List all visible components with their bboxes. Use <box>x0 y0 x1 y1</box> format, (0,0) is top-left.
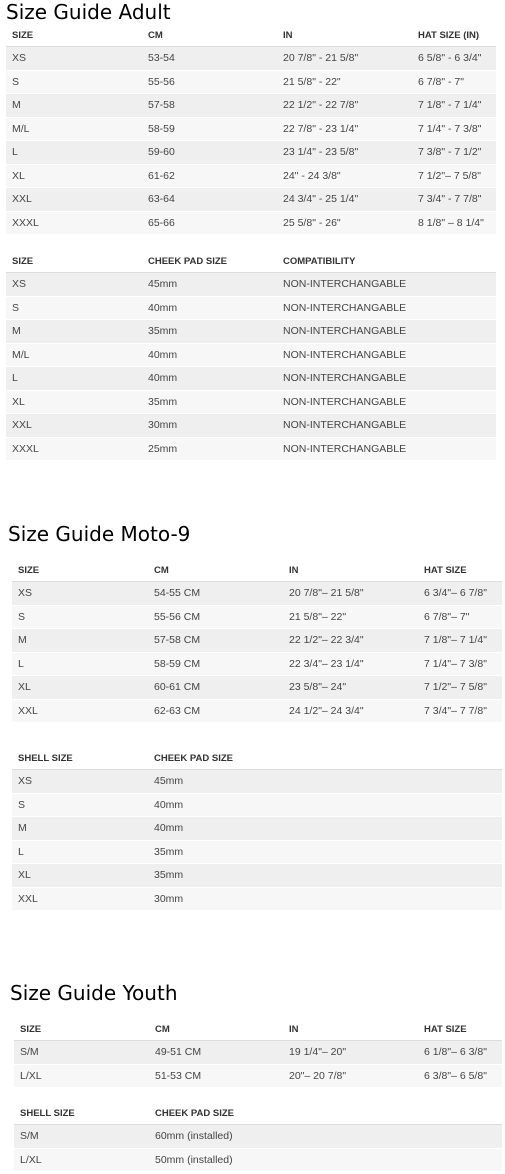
table-cell: 50mm (installed) <box>149 1148 502 1172</box>
table-cell: L <box>12 652 148 676</box>
youth-title: Size Guide Youth <box>10 981 178 1005</box>
table-cell: S <box>6 70 142 94</box>
table-cell: 6 5/8" - 6 3/4" <box>412 47 496 71</box>
table-cell: M/L <box>6 343 142 367</box>
table-cell: 61-62 <box>142 164 277 188</box>
table-cell: M <box>6 320 142 344</box>
moto9-title: Size Guide Moto-9 <box>8 522 191 546</box>
table-cell: 22 1/2" - 22 7/8" <box>277 94 412 118</box>
table-cell: 24 3/4" - 25 1/4" <box>277 188 412 212</box>
column-header: CHEEK PAD SIZE <box>149 1102 502 1125</box>
table-row <box>6 141 496 165</box>
table-cell: S <box>12 793 148 817</box>
table-row <box>6 414 496 438</box>
table-cell: L <box>6 141 142 165</box>
table-cell: NON-INTERCHANGABLE <box>277 367 496 391</box>
moto9-size-header-row <box>12 559 502 582</box>
column-header: CHEEK PAD SIZE <box>148 747 502 770</box>
column-header: HAT SIZE <box>418 1018 502 1041</box>
table-row <box>6 390 496 414</box>
table-cell: XXL <box>6 188 142 212</box>
column-header: IN <box>283 1018 418 1041</box>
table-cell: 57-58 <box>142 94 277 118</box>
table-cell: 53-54 <box>142 47 277 71</box>
table-cell: NON-INTERCHANGABLE <box>277 273 496 297</box>
table-cell: XS <box>12 582 148 606</box>
table-cell: NON-INTERCHANGABLE <box>277 296 496 320</box>
table-row <box>14 1125 502 1149</box>
moto9-size-table <box>12 559 502 723</box>
table-cell: 7 1/2"– 7 5/8" <box>418 676 502 700</box>
table-cell: 20 7/8"– 21 5/8" <box>283 582 418 606</box>
adult-size-header-row <box>6 24 496 47</box>
table-row <box>6 117 496 141</box>
youth-size-rows <box>14 1041 502 1088</box>
column-header: CM <box>142 24 277 47</box>
column-header: IN <box>277 24 412 47</box>
table-cell: 40mm <box>142 367 277 391</box>
adult-pad-rows <box>6 273 496 461</box>
column-header: SIZE <box>6 250 142 273</box>
table-row <box>6 94 496 118</box>
table-cell: 30mm <box>142 414 277 438</box>
table-cell: M <box>12 817 148 841</box>
table-cell: 51-53 CM <box>149 1064 283 1088</box>
column-header: SIZE <box>12 559 148 582</box>
table-cell: 35mm <box>148 840 502 864</box>
table-cell: 63-64 <box>142 188 277 212</box>
table-cell: 45mm <box>148 770 502 794</box>
table-cell: 19 1/4"– 20" <box>283 1041 418 1065</box>
table-cell: XL <box>6 164 142 188</box>
moto9-pad-rows <box>12 770 502 911</box>
table-cell: 24" - 24 3/8" <box>277 164 412 188</box>
table-row <box>14 1041 502 1065</box>
table-cell: 7 1/8" - 7 1/4" <box>412 94 496 118</box>
table-cell: L <box>6 367 142 391</box>
table-row <box>12 864 502 888</box>
table-cell: 6 7/8"– 7" <box>418 605 502 629</box>
youth-pad-rows <box>14 1125 502 1172</box>
table-cell: 23 1/4" - 23 5/8" <box>277 141 412 165</box>
table-cell: XL <box>12 676 148 700</box>
table-cell: XL <box>6 390 142 414</box>
table-cell: 7 3/4" - 7 7/8" <box>412 188 496 212</box>
table-cell: 20"– 20 7/8" <box>283 1064 418 1088</box>
table-row <box>12 770 502 794</box>
table-cell: 25 5/8" - 26" <box>277 211 412 235</box>
table-row <box>6 164 496 188</box>
table-cell: XXXL <box>6 437 142 461</box>
adult-pad-header-row <box>6 250 496 273</box>
table-row <box>12 605 502 629</box>
table-cell: 25mm <box>142 437 277 461</box>
table-cell: NON-INTERCHANGABLE <box>277 390 496 414</box>
table-cell: 49-51 CM <box>149 1041 283 1065</box>
table-cell: XXL <box>12 699 148 723</box>
table-cell: 40mm <box>142 343 277 367</box>
table-row <box>6 437 496 461</box>
adult-cheek-pad-table <box>6 250 496 461</box>
table-cell: S/M <box>14 1125 149 1149</box>
table-row <box>12 840 502 864</box>
column-header: SIZE <box>6 24 142 47</box>
column-header: SIZE <box>14 1018 149 1041</box>
table-cell: 62-63 CM <box>148 699 283 723</box>
table-cell: 35mm <box>142 320 277 344</box>
youth-size-header-row <box>14 1018 502 1041</box>
table-row <box>12 676 502 700</box>
table-cell: NON-INTERCHANGABLE <box>277 437 496 461</box>
column-header: CM <box>148 559 283 582</box>
table-cell: 30mm <box>148 887 502 911</box>
table-row <box>12 652 502 676</box>
moto9-size-rows <box>12 582 502 723</box>
table-cell: 59-60 <box>142 141 277 165</box>
table-cell: 54-55 CM <box>148 582 283 606</box>
table-cell: 22 3/4"– 23 1/4" <box>283 652 418 676</box>
table-cell: XS <box>6 47 142 71</box>
table-cell: 40mm <box>148 793 502 817</box>
table-cell: 55-56 CM <box>148 605 283 629</box>
table-cell: 60-61 CM <box>148 676 283 700</box>
table-row <box>12 582 502 606</box>
column-header: HAT SIZE <box>418 559 502 582</box>
table-cell: 8 1/8" – 8 1/4" <box>412 211 496 235</box>
adult-size-table <box>6 24 496 235</box>
table-row <box>12 699 502 723</box>
table-cell: 7 1/4"– 7 3/8" <box>418 652 502 676</box>
table-cell: S/M <box>14 1041 149 1065</box>
column-header: CHEEK PAD SIZE <box>142 250 277 273</box>
table-cell: 60mm (installed) <box>149 1125 502 1149</box>
table-cell: 7 1/2"– 7 5/8" <box>412 164 496 188</box>
table-cell: XL <box>12 864 148 888</box>
table-cell: 65-66 <box>142 211 277 235</box>
table-row <box>12 793 502 817</box>
table-cell: S <box>6 296 142 320</box>
table-cell: 7 1/8"– 7 1/4" <box>418 629 502 653</box>
table-cell: 20 7/8" - 21 5/8" <box>277 47 412 71</box>
table-row <box>6 320 496 344</box>
table-cell: L/XL <box>14 1148 149 1172</box>
table-cell: M/L <box>6 117 142 141</box>
table-row <box>12 629 502 653</box>
table-cell: NON-INTERCHANGABLE <box>277 320 496 344</box>
table-cell: 6 3/4"– 6 7/8" <box>418 582 502 606</box>
table-row <box>6 188 496 212</box>
table-cell: M <box>6 94 142 118</box>
column-header: SHELL SIZE <box>12 747 148 770</box>
table-cell: XXL <box>6 414 142 438</box>
table-cell: 7 3/4"– 7 7/8" <box>418 699 502 723</box>
table-cell: 21 5/8"– 22" <box>283 605 418 629</box>
table-cell: 7 3/8" - 7 1/2" <box>412 141 496 165</box>
column-header: CM <box>149 1018 283 1041</box>
table-cell: 21 5/8" - 22" <box>277 70 412 94</box>
table-cell: 6 1/8"– 6 3/8" <box>418 1041 502 1065</box>
table-cell: NON-INTERCHANGABLE <box>277 414 496 438</box>
table-cell: XXXL <box>6 211 142 235</box>
column-header: SHELL SIZE <box>14 1102 149 1125</box>
table-cell: 35mm <box>142 390 277 414</box>
table-row <box>12 817 502 841</box>
table-cell: XXL <box>12 887 148 911</box>
table-row <box>6 367 496 391</box>
table-cell: 40mm <box>148 817 502 841</box>
table-cell: 22 7/8" - 23 1/4" <box>277 117 412 141</box>
table-cell: M <box>12 629 148 653</box>
table-cell: L <box>12 840 148 864</box>
youth-size-table <box>14 1018 502 1088</box>
table-row <box>6 211 496 235</box>
table-row <box>12 887 502 911</box>
table-cell: 58-59 <box>142 117 277 141</box>
table-cell: 24 1/2"– 24 3/4" <box>283 699 418 723</box>
column-header: IN <box>283 559 418 582</box>
table-row <box>6 47 496 71</box>
table-row <box>6 343 496 367</box>
table-cell: 22 1/2"– 22 3/4" <box>283 629 418 653</box>
youth-pad-header-row <box>14 1102 502 1125</box>
table-row <box>6 273 496 297</box>
column-header: COMPATIBILITY <box>277 250 496 273</box>
table-cell: 6 3/8"– 6 5/8" <box>418 1064 502 1088</box>
table-cell: NON-INTERCHANGABLE <box>277 343 496 367</box>
moto9-pad-header-row <box>12 747 502 770</box>
table-cell: 7 1/4" - 7 3/8" <box>412 117 496 141</box>
table-row <box>6 70 496 94</box>
table-cell: 40mm <box>142 296 277 320</box>
youth-cheek-pad-table <box>14 1102 502 1172</box>
table-cell: 55-56 <box>142 70 277 94</box>
table-cell: 6 7/8" - 7" <box>412 70 496 94</box>
table-row <box>14 1064 502 1088</box>
table-cell: 45mm <box>142 273 277 297</box>
moto9-cheek-pad-table <box>12 747 502 911</box>
table-cell: L/XL <box>14 1064 149 1088</box>
table-cell: XS <box>12 770 148 794</box>
table-cell: 35mm <box>148 864 502 888</box>
table-cell: 23 5/8"– 24" <box>283 676 418 700</box>
table-cell: XS <box>6 273 142 297</box>
table-cell: S <box>12 605 148 629</box>
table-cell: 58-59 CM <box>148 652 283 676</box>
table-cell: 57-58 CM <box>148 629 283 653</box>
column-header: HAT SIZE (IN) <box>412 24 496 47</box>
table-row <box>14 1148 502 1172</box>
adult-size-rows <box>6 47 496 235</box>
table-row <box>6 296 496 320</box>
adult-title: Size Guide Adult <box>6 0 171 24</box>
